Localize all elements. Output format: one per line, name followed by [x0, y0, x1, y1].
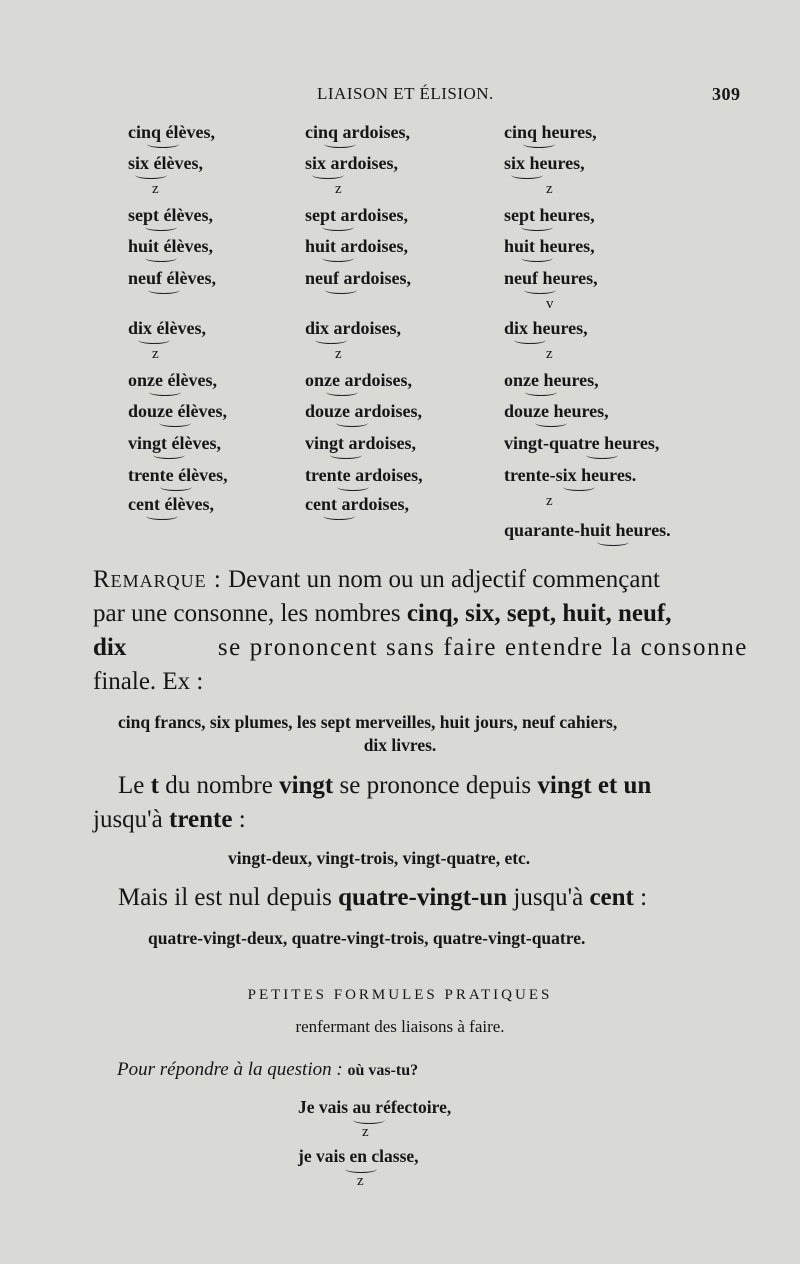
- liaison-word: vingt-quatre heures,: [504, 433, 660, 453]
- liaison-arc: [563, 483, 595, 491]
- vingt-rule-example: vingt-deux, vingt-trois, vingt-quatre, etc.: [228, 848, 531, 868]
- remarque-line-3: dix se prononcent sans faire entendre la consonne: [93, 634, 748, 661]
- liaison-word: vingt élèves,: [128, 433, 221, 453]
- liaison-word: six ardoises,: [305, 153, 399, 173]
- remarque-line-1: Remarque : Devant un nom ou un adjectif commençant: [93, 566, 660, 593]
- liaison-arc: [160, 483, 192, 491]
- liaison-arc: [330, 451, 362, 459]
- liaison-arc: [336, 419, 368, 427]
- liaison-arc: [353, 1116, 385, 1124]
- liaison-letter: z: [546, 346, 553, 362]
- liaison-word: trente-six heures.: [504, 465, 637, 485]
- formules-question: Pour répondre à la question : où vas-tu?: [117, 1059, 419, 1080]
- liaison-word: onze heures,: [504, 370, 599, 390]
- liaison-arc: [514, 336, 546, 344]
- liaison-letter: z: [357, 1173, 364, 1189]
- liaison-letter: z: [546, 493, 553, 509]
- remarque-line-4: finale. Ex :: [93, 668, 204, 695]
- liaison-word: trente ardoises,: [305, 465, 423, 485]
- liaison-arc: [597, 538, 629, 546]
- liaison-word: dix élèves,: [128, 318, 206, 338]
- liaison-arc: [149, 388, 181, 396]
- running-header-title: LIAISON ET ÉLISION.: [317, 84, 494, 103]
- liaison-arc: [524, 286, 556, 294]
- liaison-arc: [135, 171, 167, 179]
- liaison-word: onze élèves,: [128, 370, 217, 390]
- liaison-arc: [345, 1165, 377, 1173]
- remarque-label: Remarque :: [93, 566, 222, 593]
- liaison-arc: [315, 336, 347, 344]
- liaison-arc: [337, 483, 369, 491]
- liaison-word: huit élèves,: [128, 236, 213, 256]
- liaison-arc: [535, 419, 567, 427]
- liaison-arc: [145, 254, 177, 262]
- liaison-letter: z: [335, 346, 342, 362]
- remarque-example-line-2: dix livres.: [363, 735, 437, 755]
- remarque-example-line-1: cinq francs, six plumes, les sept merveilles, huit jours, neuf cahiers,: [118, 712, 618, 732]
- liaison-word: dix heures,: [504, 318, 588, 338]
- liaison-arc: [146, 512, 178, 520]
- vingt-rule-line-1: Le t du nombre vingt se prononce depuis vingt et un: [118, 772, 652, 799]
- liaison-letter: z: [335, 181, 342, 197]
- liaison-word: sept ardoises,: [305, 205, 408, 225]
- vingt-rule-line-2: jusqu'à trente :: [93, 806, 246, 833]
- liaison-word: six heures,: [504, 153, 585, 173]
- liaison-word: douze élèves,: [128, 401, 227, 421]
- liaison-arc: [325, 286, 357, 294]
- formules-answer-2: je vais en classe,: [298, 1146, 419, 1166]
- liaison-word: onze ardoises,: [305, 370, 412, 390]
- liaison-word: huit ardoises,: [305, 236, 409, 256]
- liaison-arc: [159, 419, 191, 427]
- liaison-letter: v: [546, 296, 554, 312]
- liaison-arc: [153, 451, 185, 459]
- liaison-word: huit heures,: [504, 236, 595, 256]
- liaison-word: six élèves,: [128, 153, 203, 173]
- liaison-arc: [523, 140, 555, 148]
- liaison-arc: [586, 451, 618, 459]
- liaison-arc: [521, 254, 553, 262]
- liaison-word: cinq ardoises,: [305, 122, 411, 142]
- liaison-word: quarante-huit heures.: [504, 520, 671, 540]
- liaison-arc: [148, 286, 180, 294]
- liaison-arc: [322, 254, 354, 262]
- liaison-word: cinq élèves,: [128, 122, 215, 142]
- remarque-line-2: par une consonne, les nombres cinq, six, sept, huit, neuf,: [93, 600, 672, 627]
- liaison-letter: z: [152, 181, 159, 197]
- liaison-letter: z: [152, 346, 159, 362]
- page-number: 309: [712, 84, 741, 104]
- liaison-word: cinq heures,: [504, 122, 597, 142]
- liaison-arc: [324, 140, 356, 148]
- liaison-word: neuf ardoises,: [305, 268, 412, 288]
- liaison-arc: [521, 223, 553, 231]
- liaison-arc: [147, 140, 179, 148]
- liaison-word: cent élèves,: [128, 494, 214, 514]
- nul-rule-example: quatre-vingt-deux, quatre-vingt-trois, quatre-vingt-quatre.: [148, 928, 586, 948]
- liaison-arc: [326, 388, 358, 396]
- liaison-word: neuf heures,: [504, 268, 598, 288]
- formules-subtitle: renfermant des liaisons à faire.: [295, 1017, 505, 1036]
- liaison-word: trente élèves,: [128, 465, 228, 485]
- liaison-arc: [312, 171, 344, 179]
- liaison-letter: z: [362, 1124, 369, 1140]
- liaison-word: douze ardoises,: [305, 401, 422, 421]
- liaison-word: sept élèves,: [128, 205, 213, 225]
- liaison-arc: [525, 388, 557, 396]
- formules-title: PETITES FORMULES PRATIQUES: [247, 987, 553, 1003]
- liaison-arc: [323, 512, 355, 520]
- liaison-word: cent ardoises,: [305, 494, 409, 514]
- liaison-arc: [145, 223, 177, 231]
- liaison-word: neuf élèves,: [128, 268, 216, 288]
- nul-rule-line: Mais il est nul depuis quatre-vingt-un jusqu'à cent :: [118, 884, 648, 911]
- liaison-arc: [322, 223, 354, 231]
- liaison-arc: [511, 171, 543, 179]
- liaison-word: douze heures,: [504, 401, 609, 421]
- liaison-word: dix ardoises,: [305, 318, 402, 338]
- liaison-letter: z: [546, 181, 553, 197]
- liaison-word: sept heures,: [504, 205, 595, 225]
- liaison-arc: [138, 336, 170, 344]
- liaison-word: vingt ardoises,: [305, 433, 417, 453]
- formules-answer-1: Je vais au réfectoire,: [298, 1097, 452, 1117]
